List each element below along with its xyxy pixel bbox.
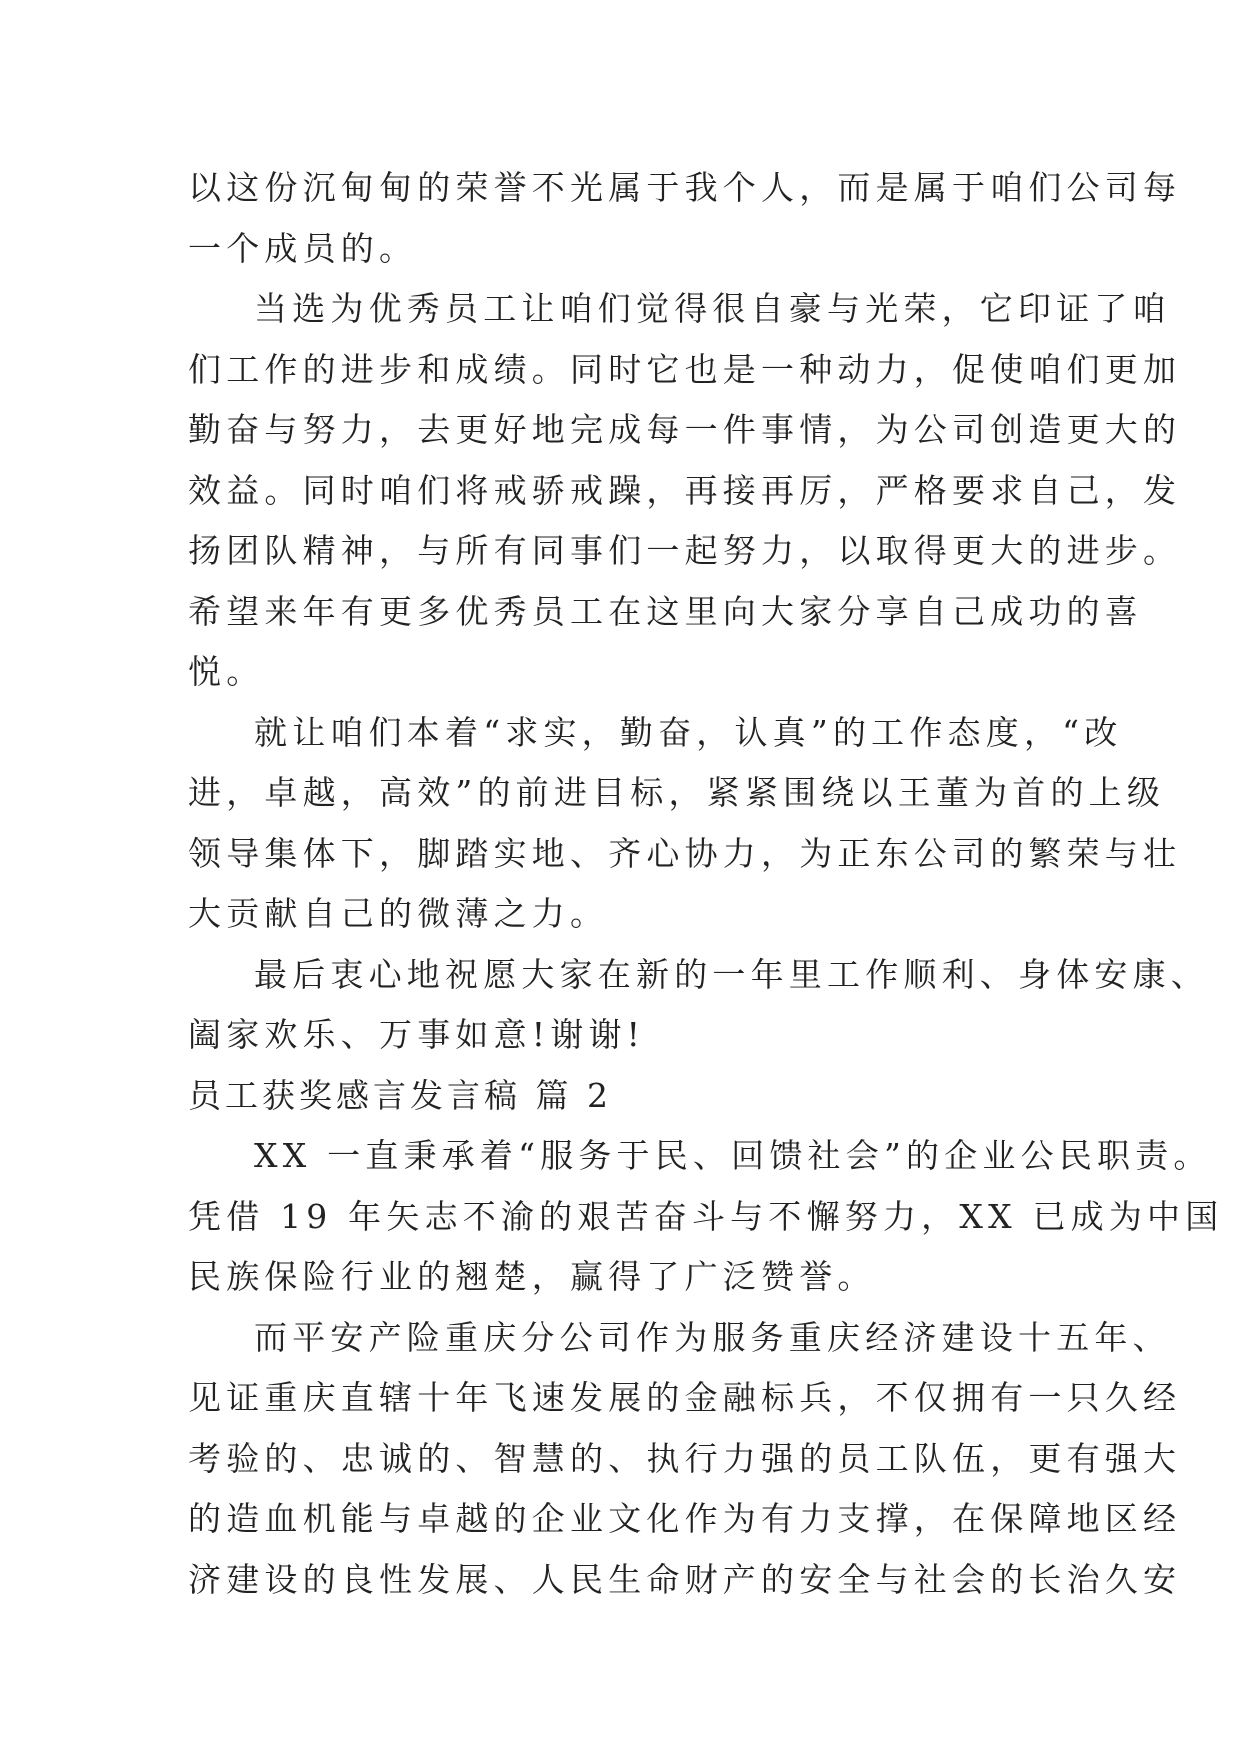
text-line: 以这份沉甸甸的荣誉不光属于我个人，而是属于咱们公司每 [188,168,1182,207]
text-line: 的造血机能与卓越的企业文化作为有力支撑，在保障地区经 [188,1499,1182,1538]
text-line: 效益。同时咱们将戒骄戒躁，再接再厉，严格要求自己，发 [188,470,1182,510]
paragraph-start-line: 最后衷心地祝愿大家在新的一年里工作顺利、身体安康、 [254,954,1209,994]
text-line: 希望来年有更多优秀员工在这里向大家分享自己成功的喜 [188,591,1143,631]
paragraph-start-line: 就让咱们本着“求实，勤奋，认真”的工作态度，“改 [254,712,1123,752]
text-line: 民族保险行业的翘楚，赢得了广泛赞誉。 [188,1257,876,1296]
text-line: 济建设的良性发展、人民生命财产的安全与社会的长治久安 [188,1559,1182,1599]
text-line: 领导集体下，脚踏实地、齐心协力，为正东公司的繁荣与壮 [188,833,1182,873]
text-line: 阖家欢乐、万事如意!谢谢! [188,1015,646,1054]
text-line: 见证重庆直辖十年飞速发展的金融标兵，不仅拥有一只久经 [188,1378,1182,1417]
document-body [188,158,1224,1610]
text-line: 进，卓越，高效”的前进目标，紧紧围绕以王董为首的上级 [188,773,1166,812]
text-line: 凭借 19 年矢志不渝的艰苦奋斗与不懈努力，XX 已成为中国 [188,1196,1224,1236]
text-line: 大贡献自己的微薄之力。 [188,894,609,933]
paragraph-start-line: XX 一直秉承着“服务于民、回馈社会”的企业公民职责。 [254,1136,1212,1175]
text-line: 扬团队精神，与所有同事们一起努力，以取得更大的进步。 [188,531,1182,570]
paragraph-start-line: 而平安产险重庆分公司作为服务重庆经济建设十五年、 [254,1317,1171,1357]
text-line: 悦。 [188,652,265,691]
section-heading: 员工获奖感言发言稿 篇 2 [188,1075,612,1115]
text-line: 勤奋与努力，去更好地完成每一件事情，为公司创造更大的 [188,410,1182,449]
paragraph-start-line: 当选为优秀员工让咱们觉得很自豪与光荣，它印证了咱 [254,289,1171,328]
text-line: 考验的、忠诚的、智慧的、执行力强的员工队伍，更有强大 [188,1438,1182,1478]
text-line: 一个成员的。 [188,228,418,268]
text-line: 们工作的进步和成绩。同时它也是一种动力，促使咱们更加 [188,349,1182,389]
